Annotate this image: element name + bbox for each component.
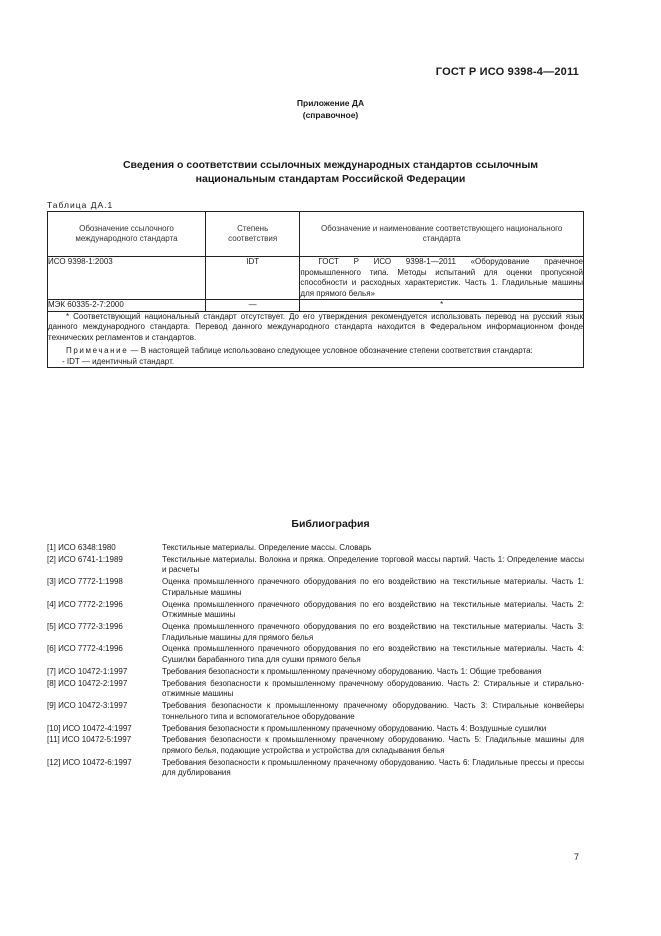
annex-title [0, 158, 661, 186]
annex-type: (справочное) [302, 110, 359, 120]
header-national-standard [300, 212, 584, 257]
bib-text: Требования безопасности к промышленному прачечному оборудованию. Часть 4: Воздушные сушилки [162, 723, 547, 733]
list-item [47, 543, 584, 554]
bib-text: Требования безопасности к промышленному прачечному оборудованию. Часть 2: Стиральные и стирально-отжимные машины [162, 678, 584, 699]
bibliography-list [47, 543, 584, 780]
header-international-standard [48, 212, 206, 257]
list-item [47, 735, 584, 756]
bib-text: Оценка промышленного прачечного оборудования по его воздействию на текстильные материалы. Часть 2: Отжимные машины [162, 599, 584, 620]
bib-ref: [7] ИСО 10472-1:1997 [47, 666, 128, 676]
bib-ref: [9] ИСО 10472-3:1997 [47, 701, 128, 711]
page-number: 7 [573, 852, 579, 862]
header-text: Степень [237, 223, 269, 233]
bib-text: Оценка промышленного прачечного оборудования по его воздействию на текстильные материалы. Часть 4: Сушилки барабанного типа для сушки прямого белья [162, 644, 584, 664]
list-item [47, 644, 584, 665]
table-notes [48, 311, 584, 368]
list-item [47, 577, 584, 598]
bib-ref: [10] ИСО 10472-4:1997 [47, 723, 132, 733]
correspondence-table [47, 211, 584, 368]
table-header-row [48, 212, 584, 257]
table-note [48, 346, 583, 357]
bib-ref: [12] ИСО 10472-6:1997 [47, 757, 132, 767]
table-label: Таблица ДА.1 [47, 200, 114, 210]
bib-ref: [2] ИСО 6741-1:1989 [47, 554, 123, 564]
header-text: стандарта [422, 234, 461, 243]
document-header: ГОСТ Р ИСО 9398-4—2011 [435, 66, 579, 78]
bib-ref: [4] ИСО 7772-2:1996 [47, 599, 123, 609]
annex-label: Приложение ДА [296, 98, 365, 108]
annex-heading [0, 97, 661, 121]
list-item [47, 724, 584, 735]
list-item [47, 679, 584, 700]
bib-text: Требования безопасности к промышленному прачечному оборудованию. Часть 6: Гладильные прессы и прессы для дублирования [162, 757, 584, 778]
table-row [48, 300, 584, 312]
table-row [48, 257, 584, 300]
bib-text: Текстильные материалы. Волокна и пряжа. Определение торговой массы партий. Часть 1: Определение массы и расчеты [162, 554, 584, 575]
list-item [47, 555, 584, 576]
note-item: - IDT — идентичный стандарт. [62, 356, 175, 366]
list-item [47, 701, 584, 722]
bib-text: Требования безопасности к промышленному прачечному оборудованию. Часть 3: Стиральные конвейеры тоннельного типа и вспомогательное оборудование [162, 701, 584, 721]
cell-national: ГОСТ Р ИСО 9398-1—2011 «Оборудование прачечное промышленного типа. Методы испытаний для оценки пропускной способности и расходных характеристик. Часть 1. Гладильные машины для прямого белья» [300, 257, 583, 298]
header-text: соответствия [228, 234, 278, 243]
note-label: Примечание [66, 346, 129, 355]
header-text: Обозначение ссылочного [79, 223, 174, 233]
bib-text: Оценка промышленного прачечного оборудования по его воздействию на текстильные материалы. Часть 1: Стиральные машины [162, 577, 584, 597]
cell-ref: МЭК 60335-2-7:2000 [48, 300, 206, 312]
cell-degree: — [205, 300, 299, 312]
bib-ref: [1] ИСО 6348:1980 [47, 543, 116, 552]
cell-ref: ИСО 9398-1:2003 [48, 257, 206, 300]
cell-degree: IDT [205, 257, 299, 300]
bib-ref: [11] ИСО 10472-5:1997 [47, 735, 132, 745]
annex-title-line-1: Сведения о соответствии ссылочных международных стандартов ссылочным [122, 159, 539, 171]
header-text: международного стандарта [75, 234, 178, 243]
bib-text: Требования безопасности к промышленному прачечному оборудованию. Часть 5: Гладильные машины для прямого белья, подающие устройства и устройства для складывания белья [162, 735, 584, 755]
note-text: — В настоящей таблице использовано следующее условное обозначение степени соответствия стандарта: [128, 346, 533, 355]
bib-text: Оценка промышленного прачечного оборудования по его воздействию на текстильные материалы. Часть 3: Гладильные машины для прямого белья [162, 622, 584, 642]
list-item [47, 667, 584, 678]
list-item [47, 622, 584, 643]
annex-title-line-2: национальным стандартам Российской Федерации [195, 173, 466, 185]
bib-ref: [5] ИСО 7772-3:1996 [47, 622, 123, 632]
list-item [47, 758, 584, 779]
header-degree [205, 212, 299, 257]
table-notes-row [48, 311, 584, 368]
header-text: Обозначение и наименование соответствующего национального [321, 223, 563, 233]
table-footnote: * Соответствующий национальный стандарт отсутствует. До его утверждения рекомендуется использовать перевод на русский язык данного международного стандарта. Перевод данного международного стандарта находится в Федеральном информационном фонде технических регламентов и стандартов. [48, 311, 583, 342]
bib-ref: [3] ИСО 7772-1:1998 [47, 577, 123, 587]
cell-national: * [300, 300, 584, 312]
bib-text: Текстильные материалы. Определение массы. Словарь [162, 543, 372, 552]
list-item [47, 600, 584, 621]
bibliography-title: Библиография [291, 518, 370, 530]
bib-ref: [8] ИСО 10472-2:1997 [47, 678, 128, 688]
bib-text: Требования безопасности к промышленному прачечному оборудованию. Часть 1: Общие требования [162, 666, 542, 676]
bib-ref: [6] ИСО 7772-4:1996 [47, 644, 123, 654]
